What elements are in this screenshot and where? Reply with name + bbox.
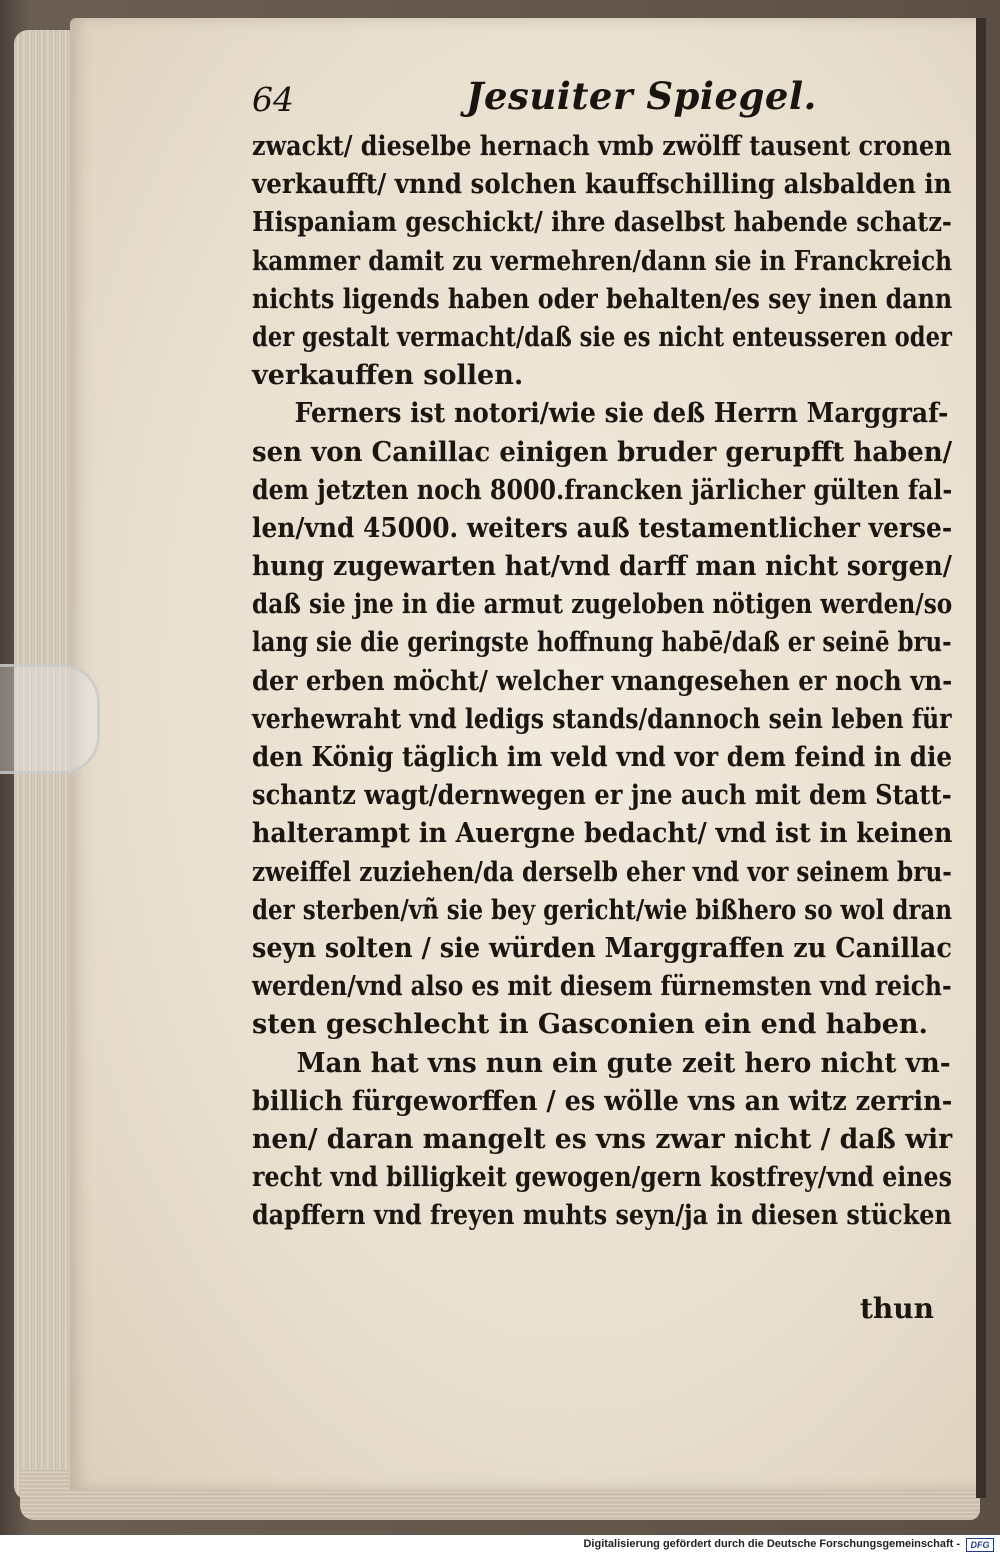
text-line: dapffern vnd freyen muhts seyn/ja in diesen stücken <box>252 1200 952 1232</box>
page-header <box>252 74 952 124</box>
text-line: schantz wagt/dernwegen er jne auch mit dem Statt- <box>252 780 952 812</box>
text-line: nichts ligends haben oder behalten/es sey inen dann <box>252 283 953 315</box>
text-line: sten geschlecht in Gasconien ein end haben. <box>252 1009 928 1041</box>
dfg-logo: DFG <box>966 1538 994 1552</box>
text-line: nen/ daran mangelt es vns zwar nicht / daß wir <box>252 1123 953 1155</box>
text-line: sen von Canillac einigen bruder gerupfft haben/ <box>252 436 953 468</box>
text-line: halterampt in Auergne bedacht/ vnd ist in keinen <box>252 818 953 850</box>
text-line: hung zugewarten hat/vnd darff man nicht sorgen/ <box>252 551 952 583</box>
text-line: den König täglich im veld vnd vor dem feind in die <box>252 742 953 773</box>
funding-credit: Digitalisierung gefördert durch die Deutsche Forschungsgemeinschaft - <box>583 1538 960 1550</box>
page-right-shadow <box>976 18 986 1498</box>
text-line: daß sie jne in die armut zugeloben nötigen werden/so <box>252 589 953 621</box>
text-line: kammer damit zu vermehren/dann sie in Franckreich <box>252 245 953 277</box>
text-line: recht vnd billigkeit gewogen/gern kostfrey/vnd eines <box>252 1162 952 1194</box>
text-line: zwackt/ dieselbe hernach vmb zwölff tausent cronen <box>252 131 952 162</box>
text-line: der erben möcht/ welcher vnangesehen er noch vn- <box>252 665 953 697</box>
text-line: seyn solten / sie würden Marggraffen zu Canillac <box>252 932 952 964</box>
page-number: 64 <box>252 80 294 119</box>
text-line: verkauffen sollen. <box>252 360 524 392</box>
text-line: Ferners ist notori/wie sie deß Herrn Marggraf- <box>294 398 949 430</box>
text-line: der sterben/vñ sie bey gericht/wie bißhero so wol dran <box>252 894 953 926</box>
running-title: Jesuiter Spiegel. <box>466 74 817 118</box>
text-line: zweiffel zuziehen/da derselb eher vnd vor seinem bru- <box>252 856 952 888</box>
text-line: verkaufft/ vnnd solchen kauffschilling alsbalden in <box>252 169 952 201</box>
bookmark-clip <box>0 664 100 774</box>
body-text <box>252 128 952 1235</box>
text-line: verhewraht vnd ledigs stands/dannoch sein leben für <box>252 703 952 735</box>
digitization-footer <box>0 1535 1000 1556</box>
text-line: billich fürgeworffen / es wölle vns an witz zerrin- <box>252 1085 953 1117</box>
catchword: thun <box>860 1292 935 1325</box>
text-line: lang sie die geringste hoffnung habē/daß er seinē bru- <box>252 627 952 659</box>
text-line: Man hat vns nun ein gute zeit hero nicht vn- <box>296 1047 951 1079</box>
text-line: der gestalt vermacht/daß sie es nicht enteusseren oder <box>252 321 952 353</box>
text-line: len/vnd 45000. weiters auß testamentlicher verse- <box>252 512 953 544</box>
text-line: Hispaniam geschickt/ ihre daselbst habende schatz- <box>252 207 952 239</box>
text-line: dem jetzten noch 8000.francken järlicher gülten fal- <box>252 474 953 506</box>
text-line: werden/vnd also es mit diesem fürnemsten vnd reich- <box>252 971 952 1003</box>
